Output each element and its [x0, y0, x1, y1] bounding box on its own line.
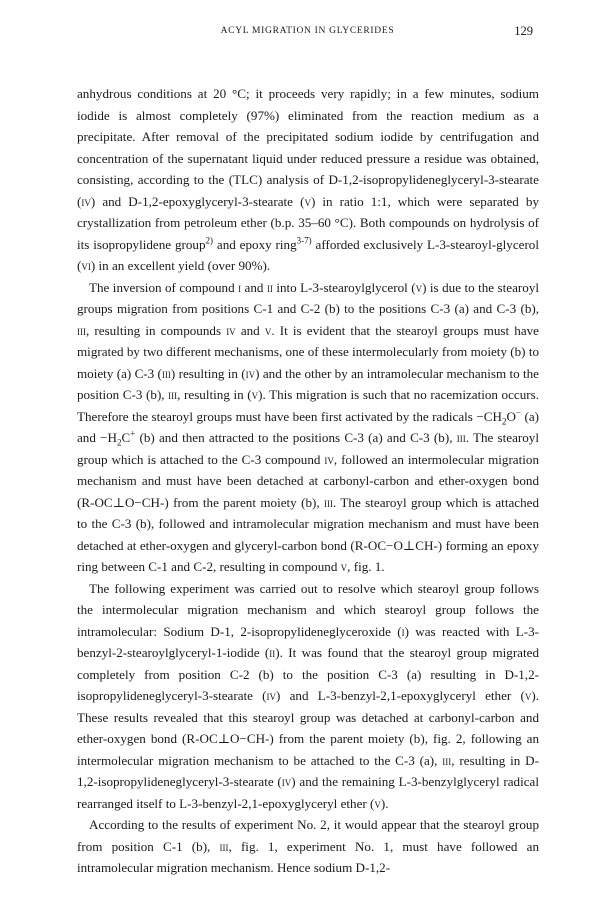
running-title: ACYL MIGRATION IN GLYCERIDES [220, 26, 395, 36]
paragraph-1: anhydrous conditions at 20 °C; it proceeds very rapidly; in a few minutes, sodium iodide is almost completely (97%) eliminated from the reaction medium as a precipitate. After removal of the precipitated sodium iodide by centrifugation and concentration of the supernatant liquid under reduced pressure a residue was obtained, consisting, according to the (TLC) analysis of D-1,2-isopropylideneglyceryl-3-stearate (iv) and D-1,2-epoxyglyceryl-3-stearate (v) in ratio 1:1, which were separated by crystallization from petroleum ether (b.p. 35–60 °C). Both compounds on hydrolysis of its isopropylidene group$^{2)}$ and epoxy ring$^{3-7)}$ afforded exclusively L-3-stearoyl-glycerol (vi) in an excellent yield (over 90%). [77, 86, 539, 273]
paragraph-4: According to the results of experiment No. 2, it would appear that the stearoyl group from position C-1 (b), iii, fig. 1, experiment No. 1, must have followed an intramolecular migration mechanism. Hence sodium D-1,2- [77, 817, 539, 875]
body-text [77, 83, 539, 879]
paragraph-2: The inversion of compound i and ii into L-3-stearoylglycerol (v) is due to the stearoyl groups migration from positions C-1 and C-2 (b) to the positions C-3 (a) and C-3 (b), iii, resulting in compounds iv and v. It is evident that the stearoyl groups must have migrated by two different mechanisms, one of these intermolecularly from moiety (b) to moiety (a) C-3 (iii) resulting in (iv) and the other by an intramolecular mechanism to the position C-3 (b), iii, resulting in (v). This migration is such that no racemization occurs. Therefore the stearoyl groups must have been first activated by the radicals $-CH_2O^-$ (a) and $-H_2C^+$ (b) and then attracted to the positions C-3 (a) and C-3 (b), iii. The stearoyl group which is attached to the C-3 compound iv, followed an intermolecular migration mechanism and must have been detached at carbonyl-carbon and ether-oxygen bond (R-OC⊥O−CH-) from the parent moiety (b), iii. The stearoyl group which is attached to the C-3 (b), followed and intramolecular migration mechanism and must have been detached at ether-oxygen and glyceryl-carbon bond (R-OC−O⊥CH-) forming an epoxy ring between C-1 and C-2, resulting in compound v, fig. 1. [77, 279, 539, 574]
page-header [0, 24, 615, 44]
page-number: 129 [514, 24, 533, 38]
paragraph-3: The following experiment was carried out to resolve which stearoyl group follows the intermolecular migration mechanism and which stearoyl group follows the intramolecular: Sodium D-1, 2-isopropylideneglyceroxide (i) was reacted with L-3-benzyl-2-stearoylglyceryl-1-iodide (ii). It was found that the stearoyl group migrated completely from position C-2 (b) to the position C-3 (a) resulting in D-1,2-isopropylideneglyceryl-3-stearate (iv) and L-3-benzyl-2,1-epoxyglyceryl ether (v). These results revealed that this stearoyl group was detached at carbonyl-carbon and ether-oxygen bond (R-OC⊥O−CH-) from the parent moiety (b), fig. 2, following an intermolecular migration mechanism to be attached to the C-3 (a), iii, resulting in D-1,2-isopropylideneglyceryl-3-stearate (iv) and the remaining L-3-benzylglyceryl radical rearranged itself to L-3-benzyl-2,1-epoxyglyceryl ether (v). [77, 580, 540, 811]
